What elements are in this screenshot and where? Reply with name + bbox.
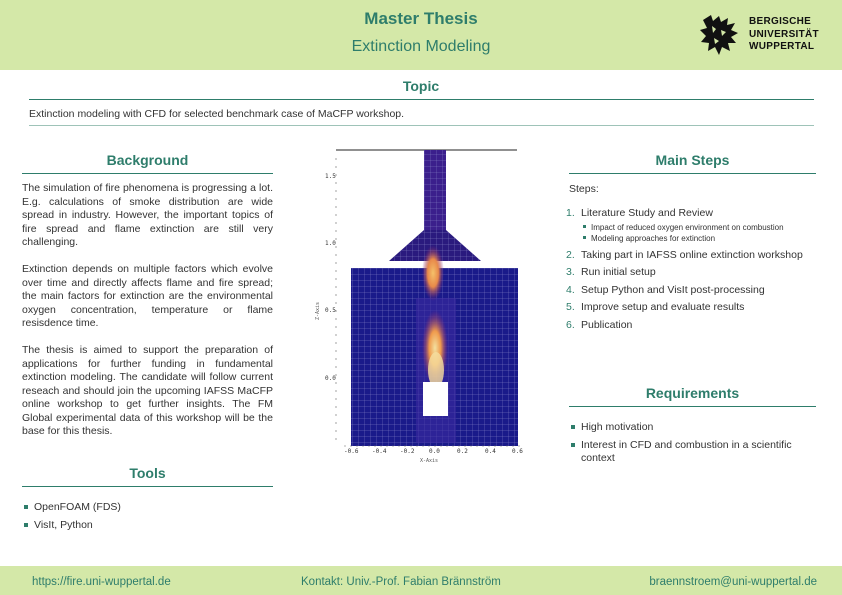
step-item (566, 319, 816, 333)
step-subitem: Impact of reduced oxygen environment on combustion (581, 222, 816, 233)
logo-line: BERGISCHE (749, 16, 812, 27)
step-number: 5. (566, 301, 575, 313)
list-item: Interest in CFD and combustion in a scientific context (569, 439, 804, 466)
step-number: 1. (566, 207, 575, 219)
step-text: Taking part in IAFSS online extinction workshop (581, 248, 803, 261)
step-number: 3. (566, 266, 575, 278)
list-item: VisIt, Python (22, 519, 273, 533)
step-text: Publication (581, 318, 633, 331)
poster-subtitle: Extinction Modeling (351, 38, 491, 55)
topic-text: Extinction modeling with CFD for selected benchmark case of MaCFP workshop. (29, 108, 405, 120)
x-axis-label: X-Axis (420, 458, 439, 464)
requirements-list (569, 421, 804, 466)
footer-email-link[interactable]: braennstroem@uni-wuppertal.de (649, 576, 817, 588)
x-tick-label: 0.6 (512, 448, 523, 455)
main-steps-heading: Main Steps (655, 152, 730, 168)
y-tick-label: 0.5 (325, 307, 336, 314)
topic-bottom-rule (29, 125, 814, 126)
background-paragraph-1: The simulation of fire phenomena is progressing a lot. E.g. calculations of smoke distribution are wide spread in industry. However, the important topics of fire spread and flame extinction are still very challenging. (22, 182, 273, 248)
burner (423, 382, 448, 416)
step-subitem: Modeling approaches for extinction (581, 233, 816, 244)
list-item: OpenFOAM (FDS) (22, 501, 273, 515)
simulation-figure (316, 148, 536, 470)
x-tick-label: -0.2 (400, 448, 415, 455)
x-tick-label: -0.4 (372, 448, 387, 455)
flame-plume-upper (422, 245, 444, 301)
footer-contact: Kontakt: Univ.-Prof. Fabian Brännström (301, 576, 501, 588)
step-number: 6. (566, 318, 575, 331)
x-tick-label: 0.0 (429, 448, 440, 455)
footer-band (0, 566, 842, 595)
tools-list (22, 501, 273, 532)
step-text: Run initial setup (581, 266, 656, 278)
x-tick-label: 0.2 (457, 448, 468, 455)
university-logo (697, 12, 827, 60)
list-item: High motivation (569, 421, 804, 435)
background-paragraph-2: Extinction depends on multiple factors which evolve over time and directly affects flame and fire spread; the main factors for extinction are the environmental oxygen concentration, temperature or flame resisdence time. (22, 263, 273, 329)
steps-list (566, 207, 816, 332)
requirements-heading: Requirements (645, 385, 740, 401)
background-paragraph-3: The thesis is aimed to support the preparation of applications for further funding in fundamental extinction modeling. The candidate will follow current reseach and should join the upcoming IAFSS MaCFP online workshop to get further insights. The FM Global experimental data of this workshop will be the base for this thesis. (22, 344, 273, 437)
y-tick-label: 0.0 (325, 375, 336, 382)
step-item (566, 249, 816, 263)
y-tick-label: 1.0 (325, 240, 336, 247)
lion-emblem-icon (697, 12, 743, 58)
poster-title: Master Thesis (364, 9, 478, 28)
header-band (0, 0, 842, 70)
topic-rule (29, 99, 814, 100)
step-item (566, 301, 816, 315)
background-rule (22, 173, 273, 174)
logo-line: UNIVERSITÄT (749, 28, 819, 40)
main-steps-rule (569, 173, 816, 174)
y-tick-label: 1.5 (325, 173, 336, 180)
tools-heading: Tools (129, 465, 166, 481)
step-text: Setup Python and VisIt post-processing (581, 283, 765, 296)
tools-rule (22, 486, 273, 487)
logo-line: WUPPERTAL (749, 41, 815, 52)
step-item (566, 284, 816, 298)
topic-heading: Topic (402, 78, 440, 94)
step-number: 2. (566, 248, 575, 261)
step-item (566, 266, 816, 280)
chimney-mesh (424, 150, 446, 230)
step-number: 4. (566, 283, 575, 296)
footer-url-link[interactable]: https://fire.uni-wuppertal.de (32, 576, 171, 588)
steps-label: Steps: (569, 183, 599, 195)
y-axis-label: Z-Axis (315, 301, 321, 320)
background-heading: Background (106, 152, 189, 168)
logo-wordmark (749, 16, 819, 54)
x-tick-label: -0.6 (344, 448, 359, 455)
step-text: Improve setup and evaluate results (581, 301, 745, 313)
step-item (566, 207, 816, 244)
step-text: Literature Study and Review (581, 207, 713, 219)
requirements-rule (569, 406, 816, 407)
x-tick-label: 0.4 (485, 448, 496, 455)
